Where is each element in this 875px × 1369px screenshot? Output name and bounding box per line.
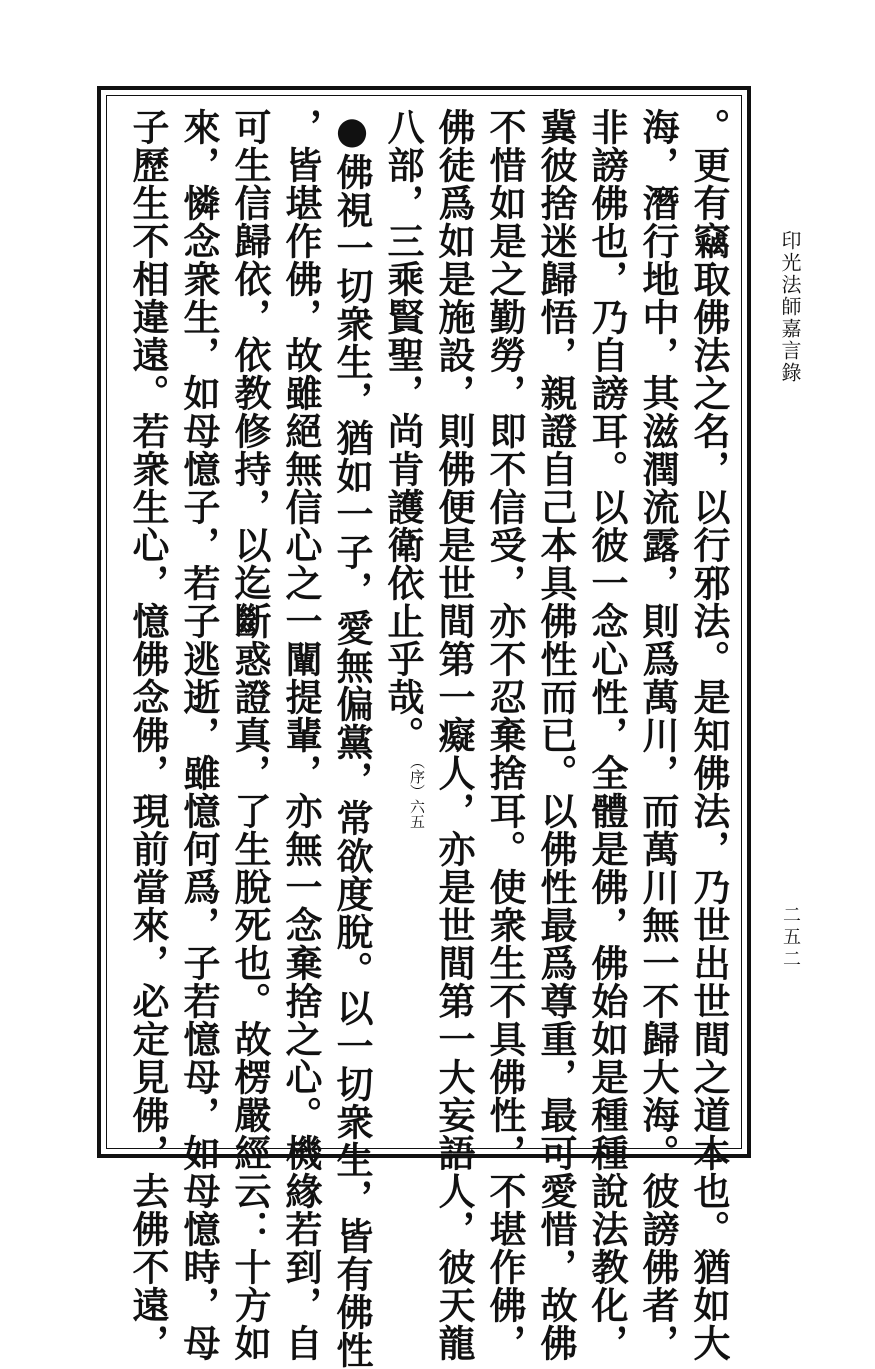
- text-column-5: 不惜如是之勤勞，即不信受，亦不忍棄捨耳。使衆生不具佛性，不堪作佛，: [483, 108, 527, 1362]
- text-column-3: 非謗佛也，乃自謗耳。以彼一念心性，全體是佛，佛始如是種種說法教化，: [585, 108, 629, 1362]
- text-column-7: [379, 108, 427, 829]
- text-column-6: 佛徒爲如是施設，則佛便是世間第一癡人，亦是世間第一大妄語人，彼天龍: [432, 108, 476, 1362]
- text-column-1: 。更有竊取佛法之名，以行邪法。是知佛法，乃世出世間之道本也。猶如大: [687, 108, 731, 1362]
- source-note: [407, 754, 427, 829]
- source-note-label: （序）: [408, 754, 426, 799]
- text-column-2: 海，潛行地中，其滋潤流露，則爲萬川，而萬川無一不歸大海。彼謗佛者，: [636, 108, 680, 1362]
- text-column-7-text: 八部，三乘賢聖，尚肯護衛依止乎哉。: [381, 108, 425, 754]
- text-column-12: 子歷生不相違遠。若衆生心，憶佛念佛，現前當來，必定見佛，去佛不遠，: [126, 108, 170, 1362]
- source-note-number: 六五: [408, 799, 426, 829]
- running-title: 印光法師嘉言錄: [778, 230, 802, 384]
- text-column-9: ，皆堪作佛，故雖絕無信心之一闡提輩，亦無一念棄捨之心。機緣若到，自: [279, 108, 323, 1362]
- text-column-8: ●佛視一切衆生，猶如一子，愛無偏黨，常欲度脫。以一切衆生，皆有佛性: [330, 108, 374, 1369]
- page-number: 二五二: [780, 905, 801, 971]
- text-column-4: 冀彼捨迷歸悟，親證自己本具佛性而已。以佛性最爲尊重，最可愛惜，故佛: [534, 108, 578, 1362]
- text-column-10: 可生信歸依，依教修持，以迄斷惑證真，了生脫死也。故楞嚴經云：十方如: [228, 108, 272, 1362]
- text-column-11: 來，憐念衆生，如母憶子，若子逃逝，雖憶何爲，子若憶母，如母憶時，母: [177, 108, 221, 1362]
